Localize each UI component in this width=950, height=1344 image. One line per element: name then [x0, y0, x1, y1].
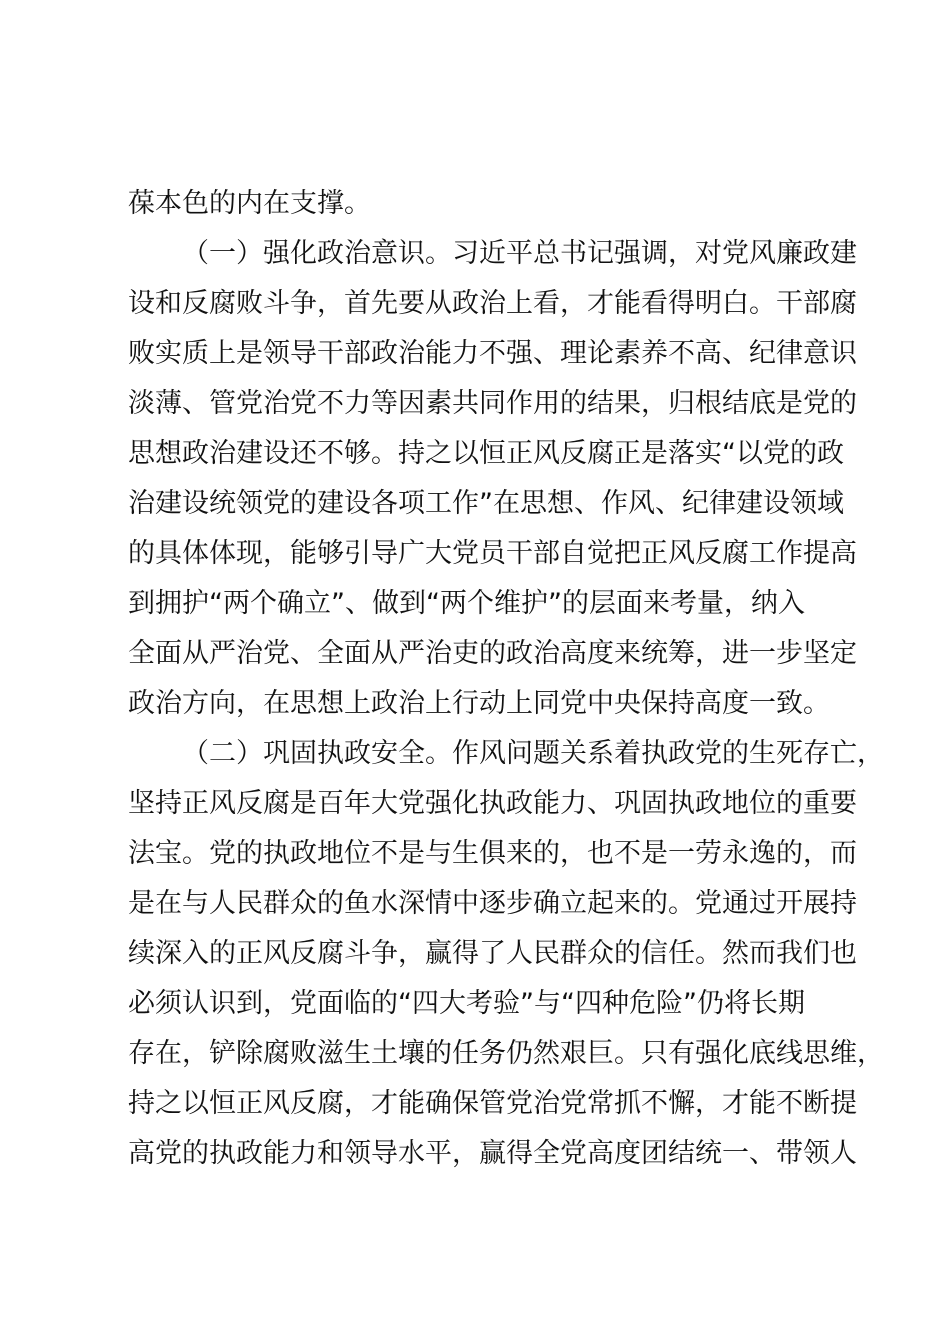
paragraph-heading-line: （一）强化政治意识。习近平总书记强调，对党风廉政建 — [182, 238, 857, 269]
text-line: 必须认识到，党面临的“四大考验”与“四种危险”仍将长期 — [128, 988, 805, 1019]
text-line: 淡薄、管党治党不力等因素共同作用的结果，归根结底是党的 — [128, 388, 857, 419]
text-line: 高党的执政能力和领导水平，赢得全党高度团结统一、带领人 — [128, 1138, 857, 1169]
text-line: 政治方向，在思想上政治上行动上同党中央保持高度一致。 — [128, 688, 830, 719]
text-line: 的具体体现，能够引导广大党员干部自觉把正风反腐工作提高 — [128, 538, 857, 569]
paragraph-heading-line: （二）巩固执政安全。作风问题关系着执政党的生死存亡， — [182, 738, 884, 769]
text-line: 全面从严治党、全面从严治吏的政治高度来统筹，进一步坚定 — [128, 638, 857, 669]
text-line: 存在，铲除腐败滋生土壤的任务仍然艰巨。只有强化底线思维， — [128, 1038, 884, 1069]
text-line: 葆本色的内在支撑。 — [128, 188, 371, 219]
text-line: 法宝。党的执政地位不是与生俱来的，也不是一劳永逸的，而 — [128, 838, 857, 869]
text-line: 治建设统领党的建设各项工作”在思想、作风、纪律建设领域 — [128, 488, 844, 519]
text-line: 持之以恒正风反腐，才能确保管党治党常抓不懈，才能不断提 — [128, 1088, 857, 1119]
text-line: 坚持正风反腐是百年大党强化执政能力、巩固执政地位的重要 — [128, 788, 857, 819]
text-line: 思想政治建设还不够。持之以恒正风反腐正是落实“以党的政 — [128, 438, 844, 469]
text-line: 是在与人民群众的鱼水深情中逐步确立起来的。党通过开展持 — [128, 888, 857, 919]
text-line: 败实质上是领导干部政治能力不强、理论素养不高、纪律意识 — [128, 338, 857, 369]
text-line: 到拥护“两个确立”、做到“两个维护”的层面来考量，纳入 — [128, 588, 805, 619]
text-line: 设和反腐败斗争，首先要从政治上看，才能看得明白。干部腐 — [128, 288, 857, 319]
text-line: 续深入的正风反腐斗争，赢得了人民群众的信任。然而我们也 — [128, 938, 857, 969]
